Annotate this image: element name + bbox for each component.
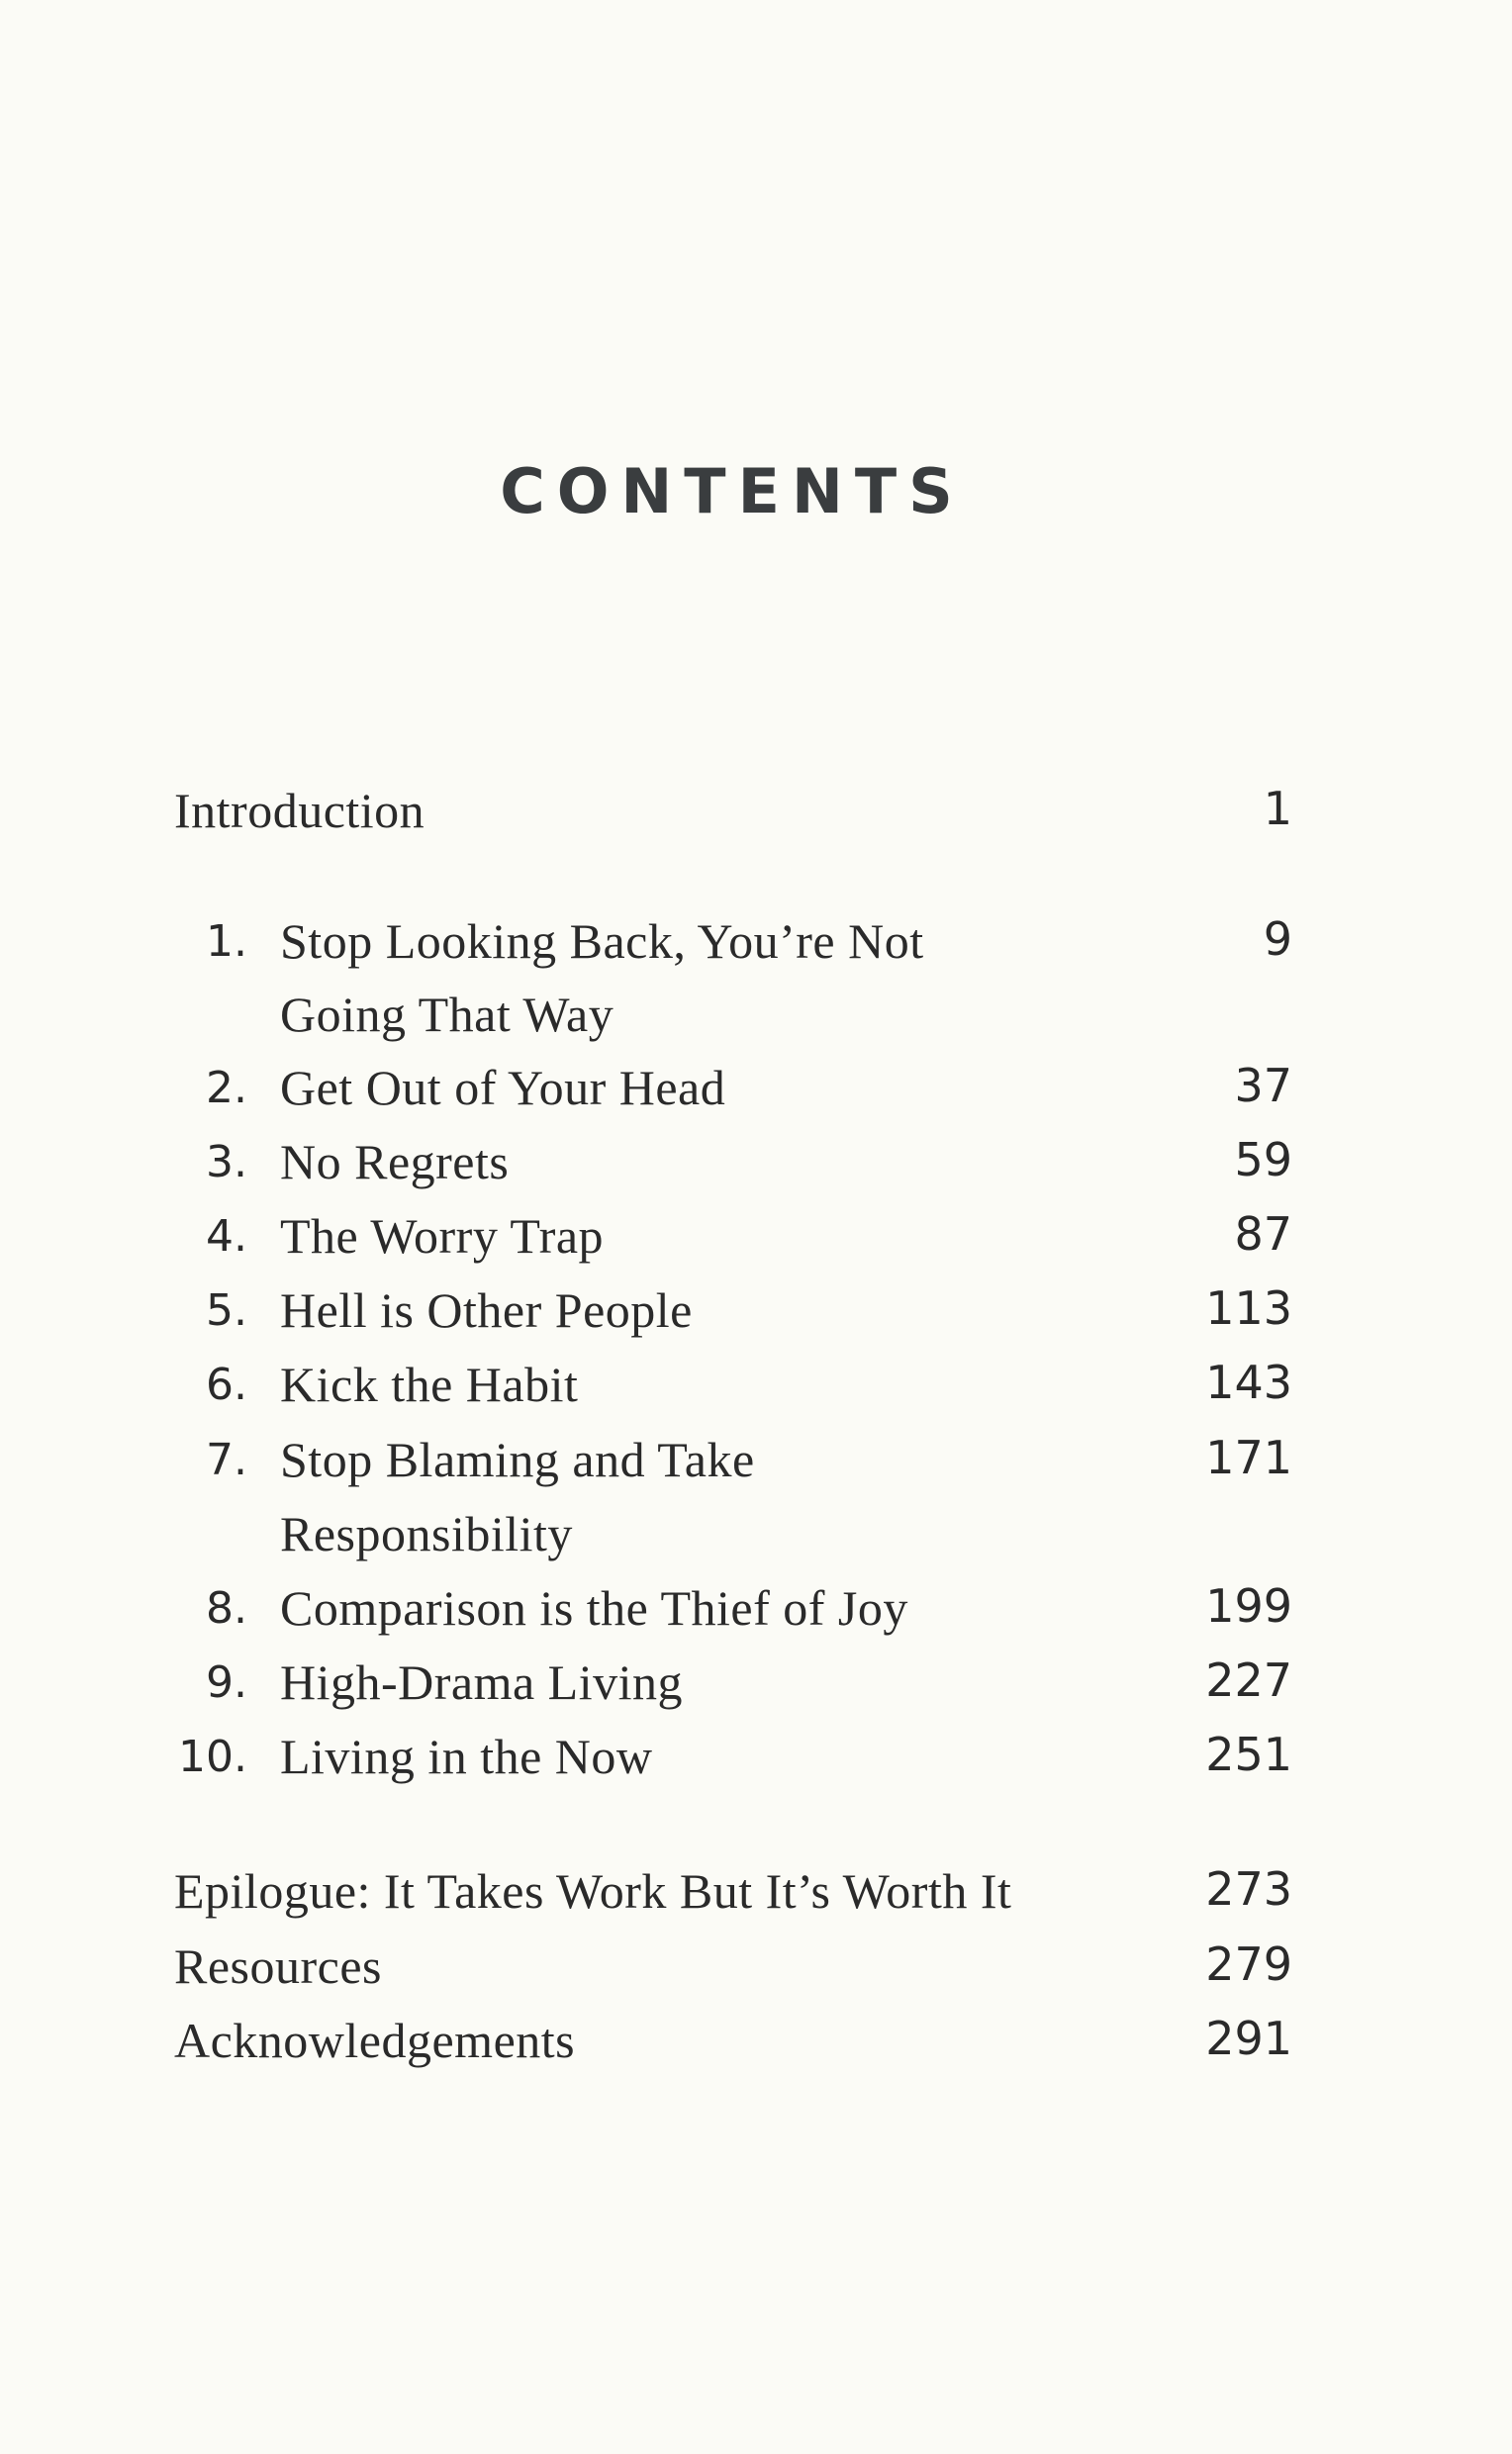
chapter-title: Living in the Now xyxy=(280,1729,653,1784)
chapter-page: 113 xyxy=(1205,1281,1292,1335)
chapter-page: 227 xyxy=(1205,1653,1292,1707)
chapter-title: Comparison is the Thief of Joy xyxy=(280,1580,908,1636)
toc-entry-resources-title: Resources xyxy=(174,1938,382,1994)
chapter-title: High-Drama Living xyxy=(280,1654,684,1710)
chapter-number: 3. xyxy=(206,1137,247,1187)
chapter-number: 9. xyxy=(206,1657,247,1708)
contents-heading: CONTENTS xyxy=(500,455,965,527)
chapter-title: Hell is Other People xyxy=(280,1282,693,1338)
chapter-title-continued: Responsibility xyxy=(280,1506,573,1561)
toc-entry-resources-page: 279 xyxy=(1205,1937,1292,1991)
toc-entry-epilogue-page: 273 xyxy=(1205,1862,1292,1916)
chapter-page: 171 xyxy=(1205,1431,1292,1484)
chapter-title: Get Out of Your Head xyxy=(280,1060,726,1115)
chapter-page: 143 xyxy=(1205,1356,1292,1409)
toc-entry-acknowledgements-page: 291 xyxy=(1205,2012,1292,2065)
chapter-number: 7. xyxy=(206,1435,247,1485)
chapter-page: 9 xyxy=(1263,912,1292,966)
chapter-page: 199 xyxy=(1205,1579,1292,1633)
chapter-number: 10. xyxy=(178,1732,247,1782)
chapter-title: The Worry Trap xyxy=(280,1208,605,1264)
chapter-title: Kick the Habit xyxy=(280,1357,579,1412)
chapter-number: 5. xyxy=(206,1285,247,1336)
chapter-number: 6. xyxy=(206,1360,247,1410)
chapter-title-continued: Going That Way xyxy=(280,987,614,1042)
chapter-page: 251 xyxy=(1205,1728,1292,1781)
chapter-number: 4. xyxy=(206,1211,247,1262)
chapter-number: 2. xyxy=(206,1063,247,1113)
toc-entry-introduction-title: Introduction xyxy=(174,783,425,838)
chapter-title: Stop Blaming and Take xyxy=(280,1432,755,1487)
toc-entry-introduction-page: 1 xyxy=(1263,782,1292,835)
chapter-number: 8. xyxy=(206,1583,247,1634)
chapter-page: 37 xyxy=(1234,1059,1292,1112)
chapter-number: 1. xyxy=(206,916,247,967)
chapter-page: 87 xyxy=(1234,1207,1292,1261)
chapter-title: No Regrets xyxy=(280,1134,510,1189)
chapter-page: 59 xyxy=(1234,1133,1292,1186)
toc-entry-acknowledgements-title: Acknowledgements xyxy=(174,2013,576,2068)
chapter-title: Stop Looking Back, You’re Not xyxy=(280,913,924,969)
toc-entry-epilogue-title: Epilogue: It Takes Work But It’s Worth It xyxy=(174,1863,1012,1919)
